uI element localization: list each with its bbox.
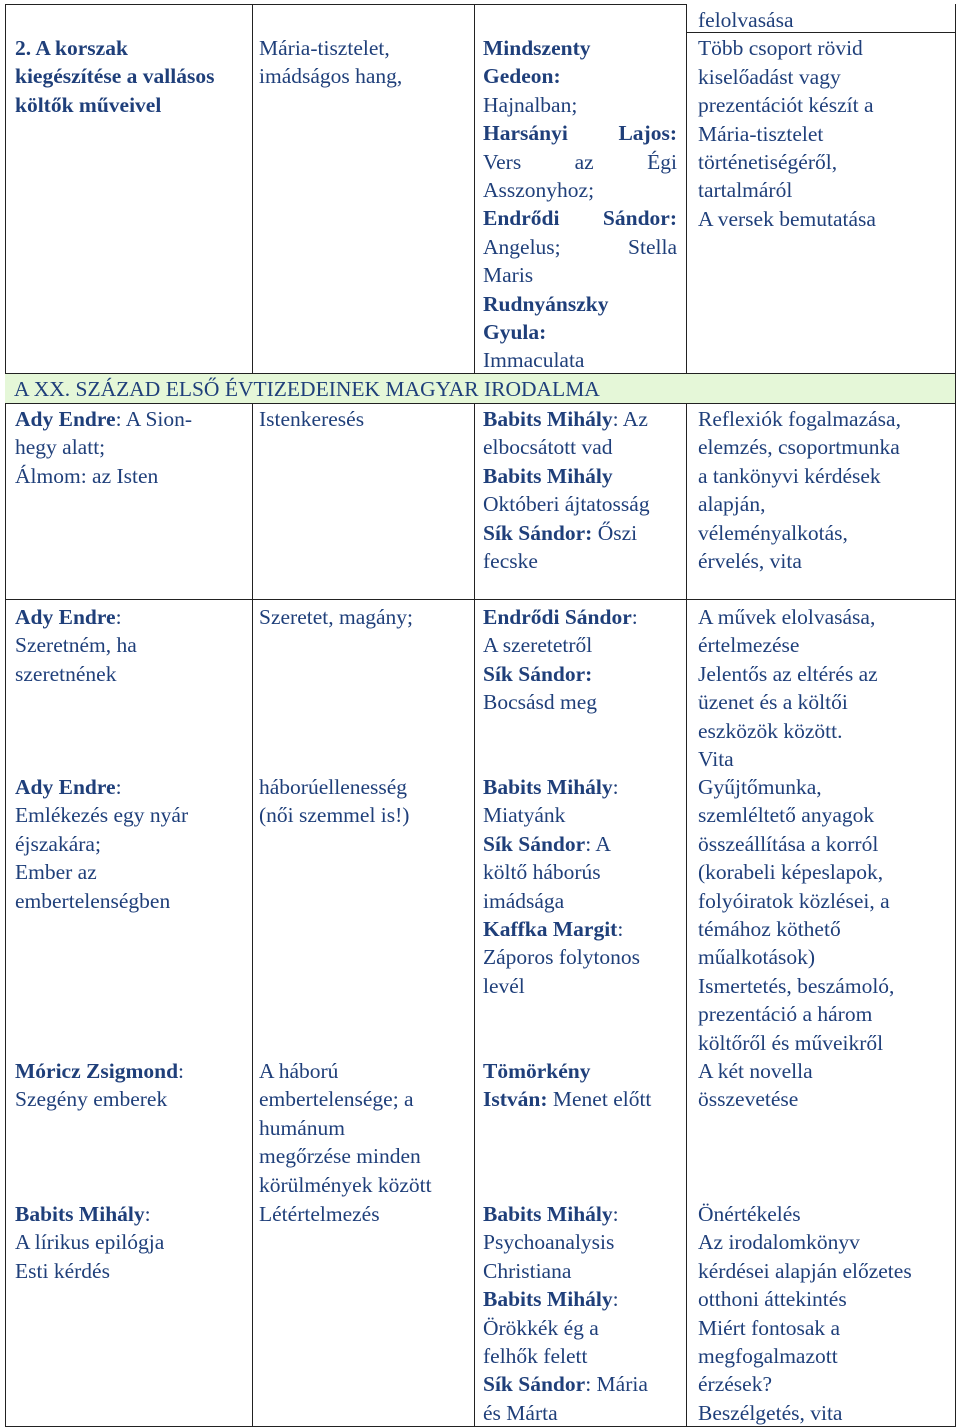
author-name: Endrődi Sándor: <box>483 206 677 231</box>
author-name: Harsányi Lajos: <box>483 121 677 146</box>
activity-line: kiselőadást vagy <box>698 64 841 89</box>
column-divider <box>686 4 687 374</box>
section-bottom-border <box>5 403 955 404</box>
row3-col1 <box>15 773 247 915</box>
work-line: Októberi ájtatosság <box>483 492 650 517</box>
section-heading-line: költők műveivel <box>15 92 162 117</box>
activity-line: A versek bemutatása <box>698 206 876 231</box>
work-line: Miatyánk <box>483 803 566 828</box>
work-title: Immaculata <box>483 348 585 373</box>
work-line: levél <box>483 973 525 998</box>
activity-line: műalkotások) <box>698 945 816 970</box>
work-line: Endrődi Sándor: <box>483 605 638 629</box>
theme-line: (női szemmel is!) <box>259 803 410 828</box>
work-line: Sík Sándor: Mária <box>483 1372 648 1397</box>
column-divider <box>686 403 687 1427</box>
column-divider <box>474 403 475 1427</box>
section-heading-line: kiegészítése a vallásos <box>15 64 215 89</box>
activity-line: érvelés, vita <box>698 549 802 574</box>
work-line: Szeretném, ha <box>15 633 137 658</box>
work-line: éjszakára; <box>15 831 101 856</box>
author-name: Tömörkény <box>483 1059 591 1083</box>
activity-line: A két novella <box>698 1059 813 1083</box>
theme-line: embertelensége; a <box>259 1087 414 1112</box>
work-line: Emlékezés egy nyár <box>15 803 189 828</box>
theme-line: humánum <box>259 1115 345 1140</box>
row4-col1 <box>15 1057 247 1114</box>
work-line: Kaffka Margit: <box>483 917 624 942</box>
work-line: Sík Sándor: A <box>483 831 611 856</box>
activity-line: történetiségéről, <box>698 150 838 175</box>
row4-col2 <box>259 1057 469 1199</box>
work-line: Ady Endre: <box>15 775 122 799</box>
theme-cell <box>259 34 469 91</box>
row2-col4 <box>698 603 950 773</box>
work-line: fecske <box>483 549 538 574</box>
work-line: A szeretetről <box>483 633 593 658</box>
work-line: Móricz Zsigmond: <box>15 1059 185 1083</box>
table-top-border <box>252 4 686 5</box>
work-title: Angelus; Stella <box>483 234 677 259</box>
section-title: A XX. SZÁZAD ELSŐ ÉVTIZEDEINEK MAGYAR IRODALMA <box>14 377 600 401</box>
work-line: embertelenségben <box>15 888 171 913</box>
activity-cell <box>698 6 950 233</box>
activity-line: véleményalkotás, <box>698 520 848 545</box>
theme-line: megőrzése minden <box>259 1144 421 1169</box>
activity-line: Ismertetés, beszámoló, <box>698 973 895 998</box>
column-divider <box>252 403 253 1427</box>
activity-line: Több csoport rövid <box>698 36 863 61</box>
theme-line: Mária-tisztelet, <box>259 36 390 60</box>
activity-line: prezentáció a három <box>698 1002 873 1027</box>
work-line: Álmom: az Isten <box>15 463 159 488</box>
activity-line: Miért fontosak a <box>698 1315 841 1340</box>
author-name: Rudnyánszky <box>483 291 609 316</box>
work-line: szeretnének <box>15 661 117 686</box>
activity-line: Az irodalomkönyv <box>698 1230 860 1255</box>
activity-line: felolvasása <box>698 8 794 32</box>
theme-line: imádságos hang, <box>259 64 403 89</box>
activity-line: elemzés, csoportmunka <box>698 435 900 460</box>
theme-line: Szeretet, magány; <box>259 605 414 629</box>
row5-col1 <box>15 1200 247 1285</box>
work-line: Babits Mihály: <box>483 775 619 799</box>
theme-line: háborúellenesség <box>259 775 408 799</box>
author-name: Gedeon: <box>483 64 561 89</box>
work-line: Örökkék ég a <box>483 1315 599 1340</box>
work-line: Psychoanalysis <box>483 1230 615 1255</box>
activity-line: megfogalmazott <box>698 1344 838 1369</box>
activity-line: Vita <box>698 747 734 772</box>
column-divider <box>252 4 253 374</box>
work-line: és Márta <box>483 1400 558 1425</box>
theme-line: A háború <box>259 1059 339 1083</box>
work-title: Vers az Égi <box>483 149 678 174</box>
activity-line: Jelentős az eltérés az <box>698 661 878 686</box>
activity-line: prezentációt készít a <box>698 93 874 118</box>
work-title: Asszonyhoz; <box>483 178 595 203</box>
activity-line: a tankönyvi kérdések <box>698 463 881 488</box>
author-name: Gyula: <box>483 320 547 345</box>
work-line: imádsága <box>483 888 565 913</box>
activity-line: (korabeli képeslapok, <box>698 860 884 885</box>
work-line: Sík Sándor: Őszi <box>483 520 638 545</box>
row1-col1 <box>15 405 247 490</box>
activity-line: üzenet és a költői <box>698 690 848 715</box>
activity-line: otthoni áttekintés <box>698 1287 847 1312</box>
work-line: Babits Mihály: <box>483 1287 619 1312</box>
row2-col1 <box>15 603 247 688</box>
work-line: elbocsátott vad <box>483 435 613 460</box>
table-left-border <box>5 4 6 1427</box>
row2-col3 <box>483 603 681 717</box>
work-line: költő háborús <box>483 860 601 885</box>
row1-col3 <box>483 405 681 575</box>
theme-line: körülmények között <box>259 1172 432 1197</box>
author-name: Mindszenty <box>483 36 591 60</box>
activity-line: költőről és műveikről <box>698 1030 884 1055</box>
work-line: Záporos folytonos <box>483 945 641 970</box>
row1-col2 <box>259 405 469 433</box>
activity-line: szemléltető anyagok <box>698 803 875 828</box>
activity-line: Mária-tisztelet <box>698 121 824 146</box>
activity-line: alapján, <box>698 492 766 517</box>
work-title: Hajnalban; <box>483 92 578 117</box>
activity-line: témához köthető <box>698 917 841 942</box>
row3-col4 <box>698 773 950 1057</box>
theme-line: Létértelmezés <box>259 1202 380 1226</box>
row5-col4 <box>698 1200 950 1427</box>
activity-line: A művek elolvasása, <box>698 605 876 629</box>
work-line: Szegény emberek <box>15 1087 168 1112</box>
row-divider <box>5 599 955 600</box>
work-line: Bocsásd meg <box>483 690 598 715</box>
row5-col3 <box>483 1200 681 1427</box>
activity-line: értelmezése <box>698 633 800 658</box>
row3-col2 <box>259 773 469 830</box>
theme-line: Istenkeresés <box>259 407 365 431</box>
work-line: hegy alatt; <box>15 435 106 460</box>
activity-line: összeállítása a korról <box>698 831 879 856</box>
section-heading-cell <box>15 34 247 119</box>
work-line: Christiana <box>483 1258 572 1283</box>
section-heading-line: 2. A korszak <box>15 36 128 60</box>
work-line: István: Menet előtt <box>483 1087 652 1112</box>
activity-line: eszközök között. <box>698 718 843 743</box>
activity-line: Gyűjtőmunka, <box>698 775 822 799</box>
author-name: Babits Mihály <box>483 463 613 488</box>
work-line: Babits Mihály: <box>15 1202 151 1226</box>
activity-line: kérdései alapján előzetes <box>698 1258 912 1283</box>
work-line: Esti kérdés <box>15 1258 110 1283</box>
row4-col4 <box>698 1057 950 1114</box>
work-line: Babits Mihály: Az <box>483 407 648 431</box>
row1-col4 <box>698 405 950 575</box>
table-right-border <box>955 4 956 1427</box>
activity-line: Beszélgetés, vita <box>698 1400 843 1425</box>
row5-col2 <box>259 1200 469 1228</box>
work-title: Maris <box>483 263 534 288</box>
row2-col2 <box>259 603 469 631</box>
row4-col3 <box>483 1057 681 1114</box>
work-line: felhők felett <box>483 1344 588 1369</box>
work-line: Ady Endre: A Sion- <box>15 407 193 431</box>
author-name: Sík Sándor: <box>483 661 593 686</box>
activity-line: érzések? <box>698 1372 772 1397</box>
work-line: Ady Endre: <box>15 605 122 629</box>
activity-line: Önértékelés <box>698 1202 801 1226</box>
column-divider <box>474 4 475 374</box>
row3-col3 <box>483 773 681 1000</box>
work-line: Babits Mihály: <box>483 1202 619 1226</box>
work-line: A lírikus epilógja <box>15 1230 165 1255</box>
work-line: Ember az <box>15 860 97 885</box>
table-top-border <box>5 4 252 5</box>
activity-line: összevetése <box>698 1087 799 1112</box>
activity-line: Reflexiók fogalmazása, <box>698 407 901 431</box>
works-cell <box>483 34 677 375</box>
activity-line: folyóiratok közlései, a <box>698 888 890 913</box>
activity-line: tartalmáról <box>698 178 793 203</box>
